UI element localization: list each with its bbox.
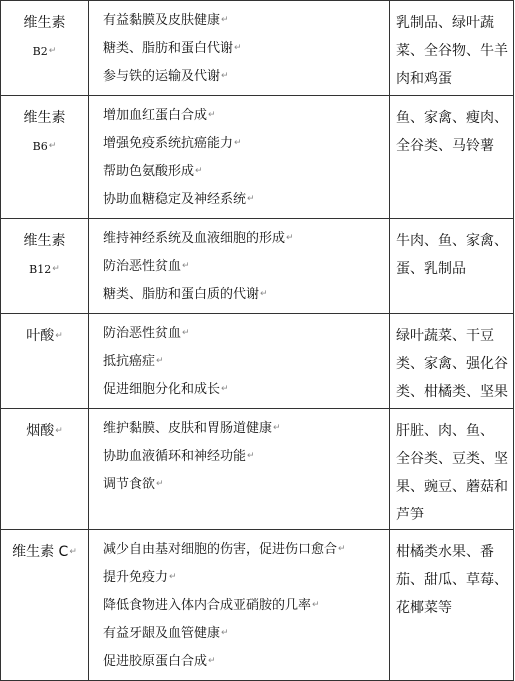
paragraph-mark-icon: ↵ — [52, 264, 60, 274]
function-item: 防治恶性贫血 — [103, 259, 182, 274]
vitamin-name: 叶酸↵ — [26, 328, 63, 344]
food-source-line: 菜、全谷物、牛羊 — [396, 43, 508, 59]
function-cell — [89, 314, 390, 409]
paragraph-mark-icon: ↵ — [69, 547, 77, 557]
paragraph-mark-icon: ↵ — [221, 628, 229, 638]
function-item: 参与铁的运输及代谢 — [103, 69, 221, 84]
function-item: 提升免疫力 — [103, 570, 169, 585]
food-source-line: 乳制品、绿叶蔬 — [396, 15, 494, 31]
food-source-line: 全谷类、马铃薯 — [396, 138, 494, 154]
food-source-line: 绿叶蔬菜、干豆 — [396, 328, 494, 344]
paragraph-mark-icon: ↵ — [208, 656, 216, 666]
vitamin-name: 维生素 C↵ — [12, 544, 77, 560]
food-source-line: 全谷类、豆类、坚 — [396, 451, 508, 467]
vitamin-name-suffix: B12 — [29, 263, 52, 276]
food-source-line: 牛肉、鱼、家禽、 — [396, 233, 508, 249]
food-source-line: 花椰菜等 — [396, 600, 452, 616]
paragraph-mark-icon: ↵ — [55, 331, 63, 341]
paragraph-mark-icon: ↵ — [286, 233, 294, 243]
food-source-cell — [390, 409, 514, 530]
vitamin-name: 维生素 — [23, 233, 66, 249]
vitamin-name: 维生素 — [23, 110, 66, 126]
function-item: 协助血糖稳定及神经系统 — [103, 192, 247, 207]
paragraph-mark-icon: ↵ — [221, 15, 229, 25]
paragraph-mark-icon: ↵ — [273, 423, 281, 433]
table-row — [1, 530, 514, 681]
function-cell — [89, 530, 390, 681]
table-row — [1, 96, 514, 219]
table-row — [1, 314, 514, 409]
paragraph-mark-icon: ↵ — [208, 110, 216, 120]
vitamin-name: 维生素 — [23, 15, 66, 31]
paragraph-mark-icon: ↵ — [48, 141, 57, 151]
paragraph-mark-icon: ↵ — [195, 166, 203, 176]
function-item: 降低食物进入体内合成亚硝胺的几率 — [103, 598, 312, 613]
food-source-line: 果、豌豆、蘑菇和 — [396, 479, 508, 495]
function-item: 促进胶原蛋白合成 — [103, 654, 208, 669]
food-source-cell — [390, 314, 514, 409]
function-item: 有益黏膜及皮肤健康 — [103, 13, 221, 28]
paragraph-mark-icon: ↵ — [55, 426, 63, 436]
function-item: 防治恶性贫血 — [103, 326, 182, 341]
paragraph-mark-icon: ↵ — [234, 138, 242, 148]
vitamin-name-suffix: B6 — [32, 140, 48, 153]
paragraph-mark-icon: ↵ — [48, 46, 57, 56]
paragraph-mark-icon: ↵ — [260, 289, 268, 299]
vitamin-name-suffix: B2 — [32, 45, 48, 58]
paragraph-mark-icon: ↵ — [221, 71, 229, 81]
paragraph-mark-icon: ↵ — [221, 384, 229, 394]
paragraph-mark-icon: ↵ — [338, 544, 346, 554]
paragraph-mark-icon: ↵ — [182, 261, 190, 271]
food-source-line: 芦笋 — [396, 507, 424, 523]
function-item: 帮助色氨酸形成 — [103, 164, 195, 179]
table-row — [1, 1, 514, 96]
paragraph-mark-icon: ↵ — [156, 356, 164, 366]
food-source-cell — [390, 219, 514, 314]
paragraph-mark-icon: ↵ — [247, 194, 255, 204]
function-cell — [89, 96, 390, 219]
table-row — [1, 219, 514, 314]
food-source-line: 柑橘类水果、番 — [396, 544, 494, 560]
function-item: 减少自由基对细胞的伤害，促进伤口愈合 — [103, 542, 338, 557]
function-item: 有益牙龈及血管健康 — [103, 626, 221, 641]
function-cell — [89, 219, 390, 314]
function-cell — [89, 409, 390, 530]
vitamin-name-cell — [1, 1, 89, 96]
paragraph-mark-icon: ↵ — [247, 451, 255, 461]
food-source-line: 类、家禽、强化谷 — [396, 356, 508, 372]
food-source-line: 类、柑橘类、坚果 — [396, 384, 508, 400]
vitamin-name-cell — [1, 96, 89, 219]
vitamin-name-cell — [1, 314, 89, 409]
function-item: 糖类、脂肪和蛋白代谢 — [103, 41, 234, 56]
paragraph-mark-icon: ↵ — [312, 600, 320, 610]
paragraph-mark-icon: ↵ — [234, 43, 242, 53]
vitamin-name: 烟酸↵ — [26, 423, 63, 439]
function-item: 调节食欲 — [103, 477, 156, 492]
function-item: 抵抗癌症 — [103, 354, 156, 369]
paragraph-mark-icon: ↵ — [156, 479, 164, 489]
food-source-line: 鱼、家禽、瘦肉、 — [396, 110, 508, 126]
food-source-line: 肝脏、肉、鱼、 — [396, 423, 494, 439]
function-item: 增加血红蛋白合成 — [103, 108, 208, 123]
function-item: 糖类、脂肪和蛋白质的代谢 — [103, 287, 260, 302]
food-source-cell — [390, 96, 514, 219]
vitamin-name-cell — [1, 219, 89, 314]
food-source-line: 茄、甜瓜、草莓、 — [396, 572, 508, 588]
function-item: 促进细胞分化和成长 — [103, 382, 221, 397]
table-row — [1, 409, 514, 530]
food-source-cell — [390, 530, 514, 681]
function-item: 增强免疫系统抗癌能力 — [103, 136, 234, 151]
food-source-cell — [390, 1, 514, 96]
food-source-line: 蛋、乳制品 — [396, 261, 466, 277]
vitamin-name-cell — [1, 409, 89, 530]
paragraph-mark-icon: ↵ — [169, 572, 177, 582]
function-cell — [89, 1, 390, 96]
function-item: 协助血液循环和神经功能 — [103, 449, 247, 464]
function-item: 维持神经系统及血液细胞的形成 — [103, 231, 286, 246]
vitamin-name-cell — [1, 530, 89, 681]
food-source-line: 肉和鸡蛋 — [396, 71, 452, 87]
function-item: 维护黏膜、皮肤和胃肠道健康 — [103, 421, 273, 436]
paragraph-mark-icon: ↵ — [182, 328, 190, 338]
